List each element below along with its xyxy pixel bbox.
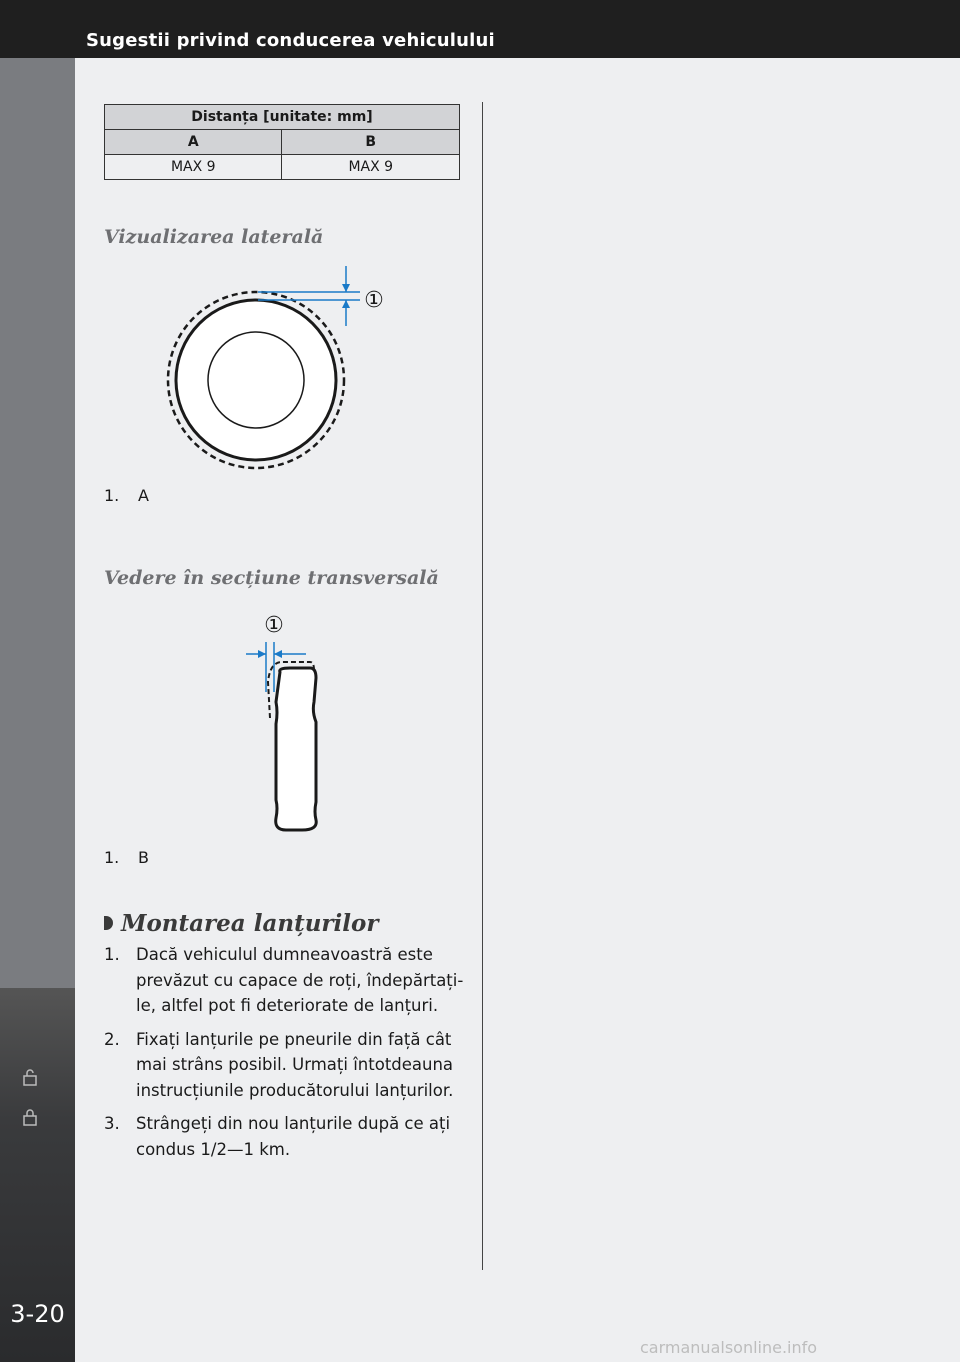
- sidebar: [0, 58, 75, 1362]
- section-title: Montarea lanțurilor: [121, 910, 379, 937]
- cross-caption-number: 1.: [104, 848, 120, 867]
- step-number: 3.: [104, 1114, 120, 1133]
- side-callout-marker: ①: [364, 288, 384, 313]
- cross-caption: [104, 848, 149, 867]
- table-header-a: A: [105, 130, 282, 155]
- lock-icon: [20, 1108, 42, 1126]
- watermark: carmanualsonline.info: [640, 1338, 818, 1357]
- list-item: [104, 1027, 464, 1104]
- section-marker-icon: [104, 916, 113, 930]
- table-cell-a: MAX 9: [105, 155, 282, 180]
- list-item: [104, 942, 464, 1019]
- table-cell-b: MAX 9: [282, 155, 460, 180]
- side-caption-text: A: [138, 486, 149, 505]
- cross-section-diagram: [240, 612, 340, 836]
- step-number: 1.: [104, 945, 120, 964]
- side-caption: [104, 486, 149, 505]
- cross-view-heading: Vedere în secțiune transversală: [104, 567, 439, 589]
- section-heading: [104, 910, 378, 937]
- side-caption-number: 1.: [104, 486, 120, 505]
- column-divider: [482, 102, 483, 1270]
- side-view-heading: Vizualizarea laterală: [104, 226, 324, 248]
- list-item: [104, 1111, 464, 1162]
- step-text: Dacă vehiculul dumneavoastră este prevăzut cu capace de roți, îndepărtați-le, altfel pot fi deteriorate de lanțuri.: [136, 945, 464, 1015]
- cross-caption-text: B: [138, 848, 149, 867]
- step-text: Strângeți din nou lanțurile după ce ați condus 1/2—1 km.: [136, 1114, 451, 1159]
- steps-list: [104, 942, 464, 1170]
- distance-table: [104, 104, 460, 180]
- chapter-title: Sugestii privind conducerea vehiculului: [86, 30, 495, 51]
- page-number: 3-20: [10, 1300, 65, 1328]
- step-text: Fixați lanțurile pe pneurile din față cât mai strâns posibil. Urmați întotdeauna instrucțiunile producătorului lanțurilor.: [136, 1029, 454, 1100]
- step-number: 2.: [104, 1029, 120, 1049]
- unlock-icon: [20, 1068, 42, 1086]
- table-title: Distanța [unitate: mm]: [105, 105, 460, 130]
- table-header-b: B: [282, 130, 460, 155]
- page-header: [0, 0, 960, 58]
- cross-callout-marker: ①: [264, 613, 284, 638]
